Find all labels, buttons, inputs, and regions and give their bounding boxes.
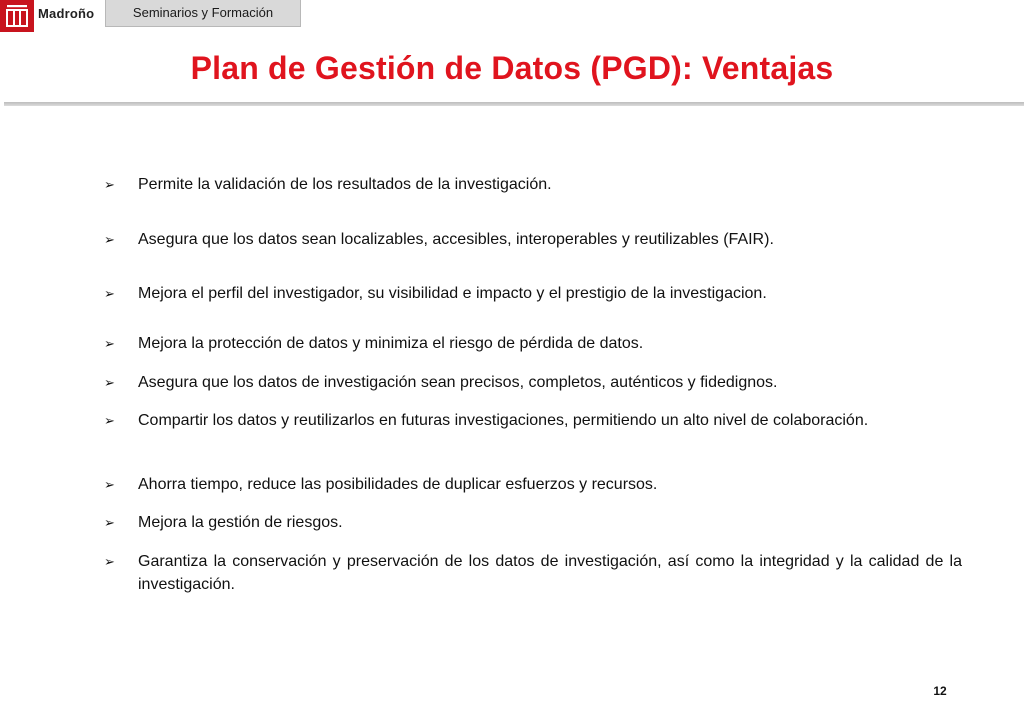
bullet-item — [104, 228, 962, 251]
bullet-item — [104, 409, 962, 432]
bullet-text: Garantiza la conservación y preservación de los datos de investigación, así como la integridad y la calidad de la investigación. — [138, 553, 962, 593]
logo-text: Madroño — [38, 6, 95, 21]
arrow-bullet-icon: ➢ — [104, 177, 115, 192]
bullet-text: Permite la validación de los resultados de la investigación. — [138, 176, 552, 193]
bullet-item — [104, 173, 962, 196]
bullet-text: Mejora la protección de datos y minimiza el riesgo de pérdida de datos. — [138, 335, 644, 352]
arrow-bullet-icon: ➢ — [104, 477, 115, 492]
arrow-bullet-icon: ➢ — [104, 413, 115, 428]
arrow-bullet-icon: ➢ — [104, 515, 115, 530]
slide-title: Plan de Gestión de Datos (PGD): Ventajas — [190, 50, 834, 86]
arrow-bullet-icon: ➢ — [104, 336, 115, 351]
bullet-item — [104, 371, 962, 394]
bullet-text: Mejora el perfil del investigador, su visibilidad e impacto y el prestigio de la investigacion. — [138, 285, 767, 302]
bullet-text: Asegura que los datos sean localizables, accesibles, interoperables y reutilizables (FAIR). — [138, 231, 774, 248]
arrow-bullet-icon: ➢ — [104, 375, 115, 390]
bullet-text: Ahorra tiempo, reduce las posibilidades de duplicar esfuerzos y recursos. — [138, 476, 658, 493]
arrow-bullet-icon: ➢ — [104, 232, 115, 247]
bullet-item — [104, 550, 962, 596]
arrow-bullet-icon: ➢ — [104, 286, 115, 301]
bullet-item — [104, 282, 962, 305]
section-tab: Seminarios y Formación — [105, 0, 301, 27]
bullet-item — [104, 332, 962, 355]
arrow-bullet-icon: ➢ — [104, 554, 115, 569]
bullet-item — [104, 473, 962, 496]
bullet-text: Mejora la gestión de riesgos. — [138, 514, 343, 531]
bullet-text: Compartir los datos y reutilizarlos en futuras investigaciones, permitiendo un alto nivel de colaboración. — [138, 412, 869, 429]
bullet-item — [104, 511, 962, 534]
page-number: 12 — [933, 684, 947, 698]
bullet-text: Asegura que los datos de investigación sean precisos, completos, auténticos y fidedignos. — [138, 374, 778, 391]
